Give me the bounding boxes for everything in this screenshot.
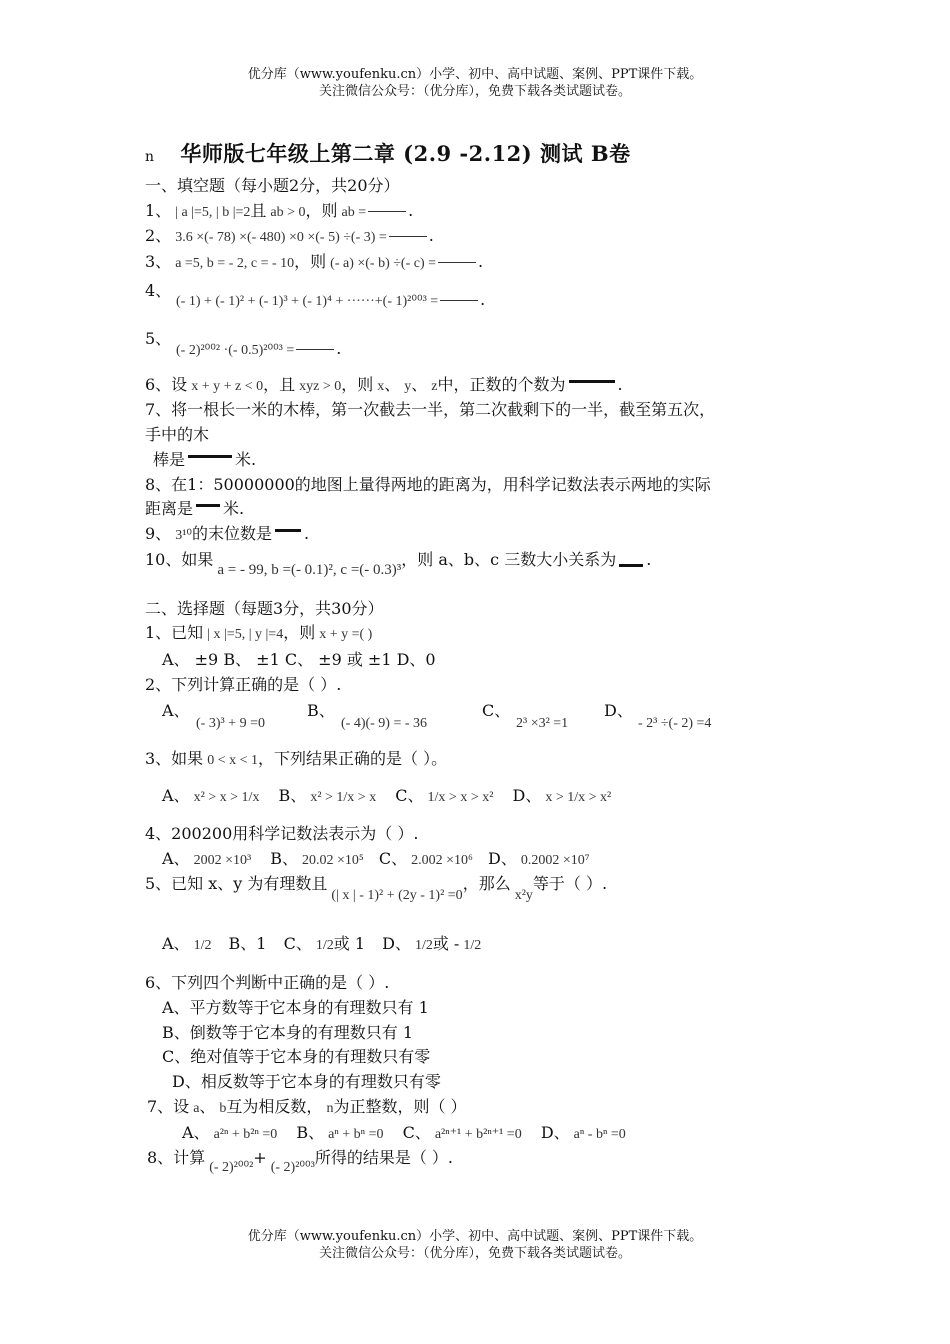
c3-c: C、	[395, 786, 424, 805]
q8-line-2	[145, 498, 244, 520]
q9-formula: 3¹⁰	[175, 528, 192, 543]
answer-blank	[569, 380, 615, 383]
c4-a: A、	[162, 849, 190, 868]
c4-d: D、	[488, 849, 517, 868]
c5-c-text: 或 1	[333, 934, 366, 953]
q2-number: 2、	[145, 226, 172, 245]
c1-formula-2: x + y =( )	[319, 627, 373, 642]
q10-text-2: ，则 a、b、c 三数大小关系为	[401, 550, 617, 569]
c2-option-a-formula	[192, 711, 265, 735]
answer-blank	[296, 349, 334, 350]
q6-sep-1: 、	[384, 375, 401, 394]
c5-d-text: 或 -	[432, 934, 460, 953]
choice-question-2: 2、下列计算正确的是（ ）.	[145, 675, 342, 694]
c5-formula: (| x | - 1)² + (2y - 1)² =0	[331, 888, 463, 903]
footer-line-2: 关注微信公众号：（优分库），免费下载各类试题试卷。	[318, 1246, 631, 1261]
q8-text-1: 距离是	[145, 499, 194, 518]
c3-a: A、	[162, 786, 190, 805]
q6-text-1: 6、设	[145, 375, 188, 394]
choice-question-8	[147, 1147, 453, 1179]
c5-formula-2: x²y	[514, 888, 533, 903]
q8-line-1: 8、在1：50000000的地图上量得两地的距离为，用科学记数法表示两地的实际	[145, 475, 711, 494]
q7-line-2: 手中的木	[145, 425, 210, 444]
page-footer	[0, 1228, 950, 1262]
c4-b: B、	[270, 849, 299, 868]
q6-formula-2: xyz > 0	[299, 379, 342, 394]
c7-var-n: n	[326, 1101, 334, 1116]
c4-a-math: 2002 ×10³	[193, 853, 252, 868]
choice-question-4: 4、200200用科学记数法表示为（ ）.	[145, 824, 419, 843]
title-text: 华师版七年级上第二章 (2.9 -2.12) 测试 B卷	[180, 141, 631, 166]
c2-b-math: (- 4)(- 9) = - 36	[341, 716, 428, 731]
q3-text-1: ，则	[294, 252, 327, 271]
choice-question-1	[145, 622, 372, 646]
c3-c-math: 1/x > x > x²	[427, 790, 494, 805]
c4-d-math: 0.2002 ×10⁷	[520, 853, 590, 868]
c4-c: C、	[378, 849, 408, 868]
c3-d-math: x > 1/x > x²	[545, 790, 612, 805]
q9-text-2: 的末位数是	[192, 524, 273, 543]
c5-options	[162, 933, 481, 957]
c3-formula: 0 < x < 1	[207, 753, 258, 768]
c7-c: C、	[402, 1123, 431, 1142]
q1-formula: | a |=5, | b |=2	[175, 205, 251, 220]
q4-formula: (- 1) + (- 1)² + (- 1)³ + (- 1)⁴ + ······+(- 1)²⁰⁰³ =	[176, 294, 439, 309]
c1-options: A、 ±9 B、 ±1 C、 ±9 或 ±1 D、0	[162, 650, 436, 669]
c5-text-2: ，那么	[462, 874, 511, 893]
q6-var-x: x	[377, 379, 385, 394]
answer-blank	[389, 236, 427, 237]
section-1-heading: 一、填空题（每小题2分，共20分）	[145, 176, 400, 195]
q1-formula-2: ab > 0	[270, 205, 306, 220]
c8-text-1: 8、计算	[147, 1148, 206, 1167]
fill-question-3: 3、 a =5, b = - 2, c = - 10，则 (- a) ×(- b) ÷(- c) = .	[145, 252, 484, 271]
q10-formula: a = - 99, b =(- 0.1)², c =(- 0.3)³	[217, 562, 402, 578]
c8-formula-1: (- 2)²⁰⁰²	[209, 1160, 254, 1175]
q6-text-2: ，且	[263, 375, 296, 394]
fill-question-6: 6、设 x + y + z < 0，且 xyz > 0，则 x、 y、 z中，正数的个数为 .	[145, 375, 623, 394]
fill-question-1: 1、 | a |=5, | b |=2且 ab > 0，则 ab = .	[145, 201, 414, 220]
c4-b-math: 20.02 ×10⁵	[302, 853, 364, 868]
q10-text-1: 10、如果	[145, 550, 214, 569]
fill-question-9: 9、 3¹⁰的末位数是 .	[145, 524, 310, 543]
fill-question-5: (- 2)²⁰⁰² ·(- 0.5)²⁰⁰³ = .	[176, 339, 342, 358]
c5-a: A、	[162, 934, 190, 953]
answer-blank	[188, 455, 232, 458]
c7-a-math: a²ⁿ + b²ⁿ =0	[213, 1127, 278, 1142]
c7-b-math: aⁿ + bⁿ =0	[328, 1127, 384, 1142]
c3-text-2: ，下列结果正确的是（ ）。	[257, 749, 448, 768]
fill-question-2: 2、 3.6 ×(- 78) ×(- 480) ×0 ×(- 5) ÷(- 3) = .	[145, 226, 434, 245]
q1-number: 1、	[145, 201, 172, 220]
header-line-1: 优分库（www.youfenku.cn）小学、初中、高中试题、案例、PPT课件下载。	[247, 67, 703, 82]
q8-text-2: 米.	[223, 499, 245, 518]
q6-text-3: ，则	[341, 375, 374, 394]
page-header	[0, 66, 950, 100]
c6-option-d: D、相反数等于它本身的有理数只有零	[172, 1072, 441, 1091]
c7-text-3: 为正整数，则（ ）	[333, 1097, 467, 1116]
c3-a-math: x² > x > 1/x	[193, 790, 260, 805]
c2-option-b-formula	[337, 711, 427, 735]
q3-formula: a =5, b = - 2, c = - 10	[175, 256, 295, 271]
q4-number: 4、	[145, 281, 172, 300]
answer-blank	[275, 529, 301, 532]
c5-c-math: 1/2	[315, 938, 334, 953]
header-line-2: 关注微信公众号：（优分库），免费下载各类试题试卷。	[318, 84, 631, 99]
c7-options	[182, 1122, 626, 1146]
c6-option-b: B、倒数等于它本身的有理数只有 1	[162, 1023, 414, 1042]
q1-text-1: 且	[250, 201, 267, 220]
c7-text-2: 互为相反数，	[226, 1097, 323, 1116]
c6-option-a: A、平方数等于它本身的有理数只有 1	[162, 998, 429, 1017]
c2-option-d: D、	[604, 701, 633, 720]
c7-var-b: b	[219, 1101, 227, 1116]
c1-text-1: 1、已知	[145, 623, 204, 642]
q2-formula: 3.6 ×(- 78) ×(- 480) ×0 ×(- 5) ÷(- 3) =	[175, 230, 387, 245]
c8-plus: +	[253, 1148, 267, 1167]
c7-sep: 、	[199, 1097, 216, 1116]
c5-d: D、	[382, 934, 411, 953]
fill-question-10: 10、如果a = - 99, b =(- 0.1)², c =(- 0.3)³，则 a、b、c 三数大小关系为 .	[145, 550, 652, 578]
c1-text-2: ，则	[283, 623, 316, 642]
q1-text-2: ，则	[305, 201, 338, 220]
c2-option-c-formula	[512, 711, 568, 735]
c5-d-math-2: 1/2	[463, 938, 482, 953]
answer-blank	[619, 564, 643, 567]
q7-line-3	[153, 449, 256, 471]
q5-number: 5、	[145, 329, 172, 348]
c4-options	[162, 848, 590, 872]
choice-question-3	[145, 748, 447, 772]
c6-option-c: C、绝对值等于它本身的有理数只有零	[162, 1047, 431, 1066]
c4-c-math: 2.002 ×10⁶	[411, 853, 473, 868]
q7-text-2: 米.	[235, 450, 257, 469]
q6-var-y: y	[404, 379, 412, 394]
section-2-heading: 二、选择题（每题3分，共30分）	[145, 599, 384, 618]
c7-a: A、	[182, 1123, 210, 1142]
q6-sep-2: 、	[411, 375, 428, 394]
choice-question-6: 6、下列四个判断中正确的是（ ）.	[145, 973, 390, 992]
c3-text-1: 3、如果	[145, 749, 204, 768]
c2-d-math: - 2³ ÷(- 2) =4	[638, 716, 712, 731]
c8-text-2: 所得的结果是（ ）.	[314, 1148, 453, 1167]
c7-d-math: aⁿ - bⁿ =0	[573, 1127, 626, 1142]
footer-line-1: 优分库（www.youfenku.cn）小学、初中、高中试题、案例、PPT课件下载。	[247, 1229, 703, 1244]
c2-option-c: C、	[482, 701, 511, 720]
choice-question-7	[147, 1096, 467, 1120]
q6-var-z: z	[431, 379, 438, 394]
c2-option-a: A、	[162, 701, 190, 720]
q6-formula: x + y + z < 0	[191, 379, 264, 394]
c7-d: D、	[540, 1123, 570, 1142]
q9-text-1: 9、	[145, 524, 172, 543]
c2-option-b: B、	[307, 701, 335, 720]
q7-text-1: 棒是	[153, 450, 186, 469]
c5-c: C、	[283, 934, 312, 953]
c5-a-math: 1/2	[193, 938, 212, 953]
answer-blank	[440, 300, 478, 301]
q1-formula-3: ab =	[341, 205, 367, 220]
choice-question-5	[145, 873, 607, 907]
fill-question-4: (- 1) + (- 1)² + (- 1)³ + (- 1)⁴ + ······+(- 1)²⁰⁰³ = .	[176, 290, 486, 309]
answer-blank	[368, 211, 406, 212]
q5-formula: (- 2)²⁰⁰² ·(- 0.5)²⁰⁰³ =	[176, 343, 295, 358]
c3-d: D、	[512, 786, 542, 805]
c2-c-math: 2³ ×3² =1	[516, 716, 569, 731]
c3-options	[162, 785, 611, 809]
answer-blank	[196, 504, 220, 507]
c5-b: B、1	[228, 934, 267, 953]
q7-line-1: 7、将一根长一米的木棒，第一次截去一半，第二次截剩下的一半，截至第五次，	[145, 400, 716, 419]
c2-a-math: (- 3)³ + 9 =0	[196, 716, 265, 731]
title-bullet: n	[145, 149, 155, 165]
c5-text-3: 等于（ ）.	[532, 874, 608, 893]
c5-text-1: 5、已知 x、y 为有理数且	[145, 874, 328, 893]
c7-b: B、	[296, 1123, 325, 1142]
c3-b: B、	[278, 786, 307, 805]
c7-var-a: a	[193, 1101, 200, 1116]
document-title	[145, 138, 631, 168]
answer-blank	[438, 262, 476, 263]
c3-b-math: x² > 1/x > x	[310, 790, 377, 805]
c8-formula-2: (- 2)²⁰⁰³	[270, 1160, 315, 1175]
c5-d-math: 1/2	[414, 938, 433, 953]
c2-option-d-formula	[634, 711, 711, 735]
c1-formula: | x |=5, | y |=4	[207, 627, 284, 642]
c7-c-math: a²ⁿ⁺¹ + b²ⁿ⁺¹ =0	[434, 1127, 522, 1142]
q3-formula-2: (- a) ×(- b) ÷(- c) =	[330, 256, 437, 271]
q3-number: 3、	[145, 252, 172, 271]
c7-text-1: 7、设	[147, 1097, 190, 1116]
q6-text-4: 中，正数的个数为	[437, 375, 566, 394]
